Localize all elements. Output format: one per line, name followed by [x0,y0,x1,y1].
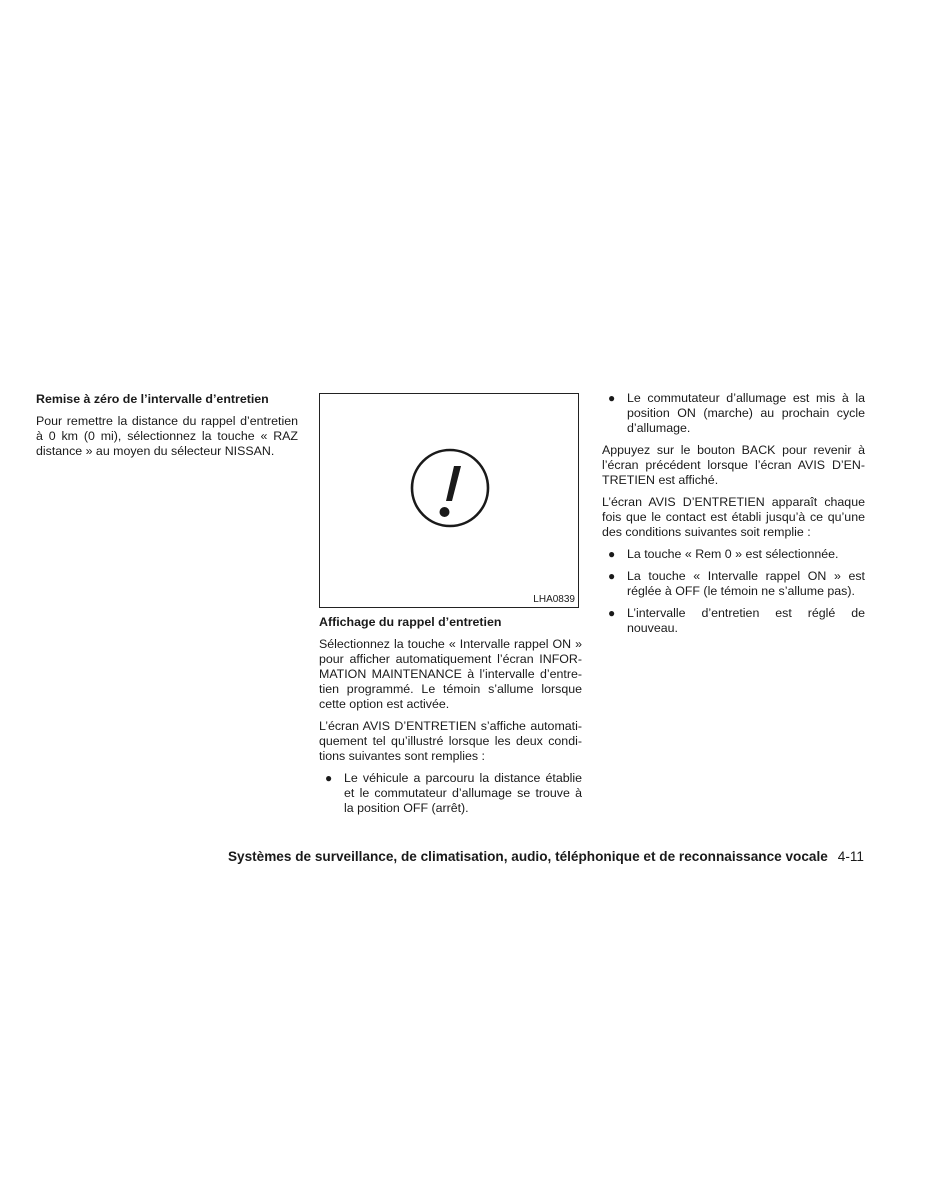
list-item [602,569,865,599]
figure-code: LHA0839 [533,594,575,605]
right-column [602,391,865,643]
page-footer [0,848,864,865]
list-item-text: Le commutateur d’allumage est mis à la position ON (marche) au prochain cycle d’allumage. [627,391,865,435]
reminder-paragraph-1: Sélectionnez la touche « Intervalle rappel ON » pour afficher automatiquement l’écran INFORMATION MAINTENANCE à l’intervalle d’entretien programmé. Le témoin s’allume lorsque cette option est activée. [319,637,582,711]
middle-column [319,393,582,823]
list-item-text: Le véhicule a parcouru la distance établie et le commutateur d’allumage se trouve à la position OFF (arrêt). [344,771,582,815]
exclamation-circle-icon [408,446,492,530]
reset-paragraph: Pour remettre la distance du rappel d’entretien à 0 km (0 mi), sélectionnez la touche « RAZ distance » au moyen du sélecteur NISSAN. [36,414,298,458]
bullet-icon: ● [608,569,616,583]
list-item [602,547,865,562]
list-item-text: La touche « Rem 0 » est sélectionnée. [627,547,839,561]
stop-conditions-list [602,547,865,636]
bullet-icon: ● [325,771,333,785]
display-condition-paragraph: L’écran AVIS D’ENTRETIEN apparaît chaque fois que le contact est établi jusqu’à ce qu’une des conditions suivantes soit remplie : [602,495,865,539]
section-heading-reset: Remise à zéro de l’intervalle d’entretien [36,392,269,406]
list-item-text: L’intervalle d’entretien est réglé de nouveau. [627,606,865,635]
warning-figure [319,393,579,608]
reminder-paragraph-2: L’écran AVIS D’ENTRETIEN s’affiche automatiquement tel qu’illustré lorsque les deux conditions suivantes sont remplies : [319,719,582,763]
conditions-list-continued [602,391,865,436]
chapter-title: Systèmes de surveillance, de climatisation, audio, téléphonique et de reconnaissance vocale [227,849,828,864]
conditions-list [319,771,582,816]
back-button-paragraph: Appuyez sur le bouton BACK pour revenir à l’écran précédent lorsque l’écran AVIS D’ENTRETIEN est affiché. [602,443,865,487]
bullet-icon: ● [608,391,616,405]
left-column [36,392,298,466]
list-item [319,771,582,816]
list-item [602,606,865,636]
section-heading-reminder: Affichage du rappel d’entretien [319,615,502,629]
list-item-text: La touche « Intervalle rappel ON » est réglée à OFF (le témoin ne s’allume pas). [627,569,865,598]
bullet-icon: ● [608,606,616,620]
page-number: 4-11 [837,849,864,864]
bullet-icon: ● [608,547,616,561]
list-item [602,391,865,436]
